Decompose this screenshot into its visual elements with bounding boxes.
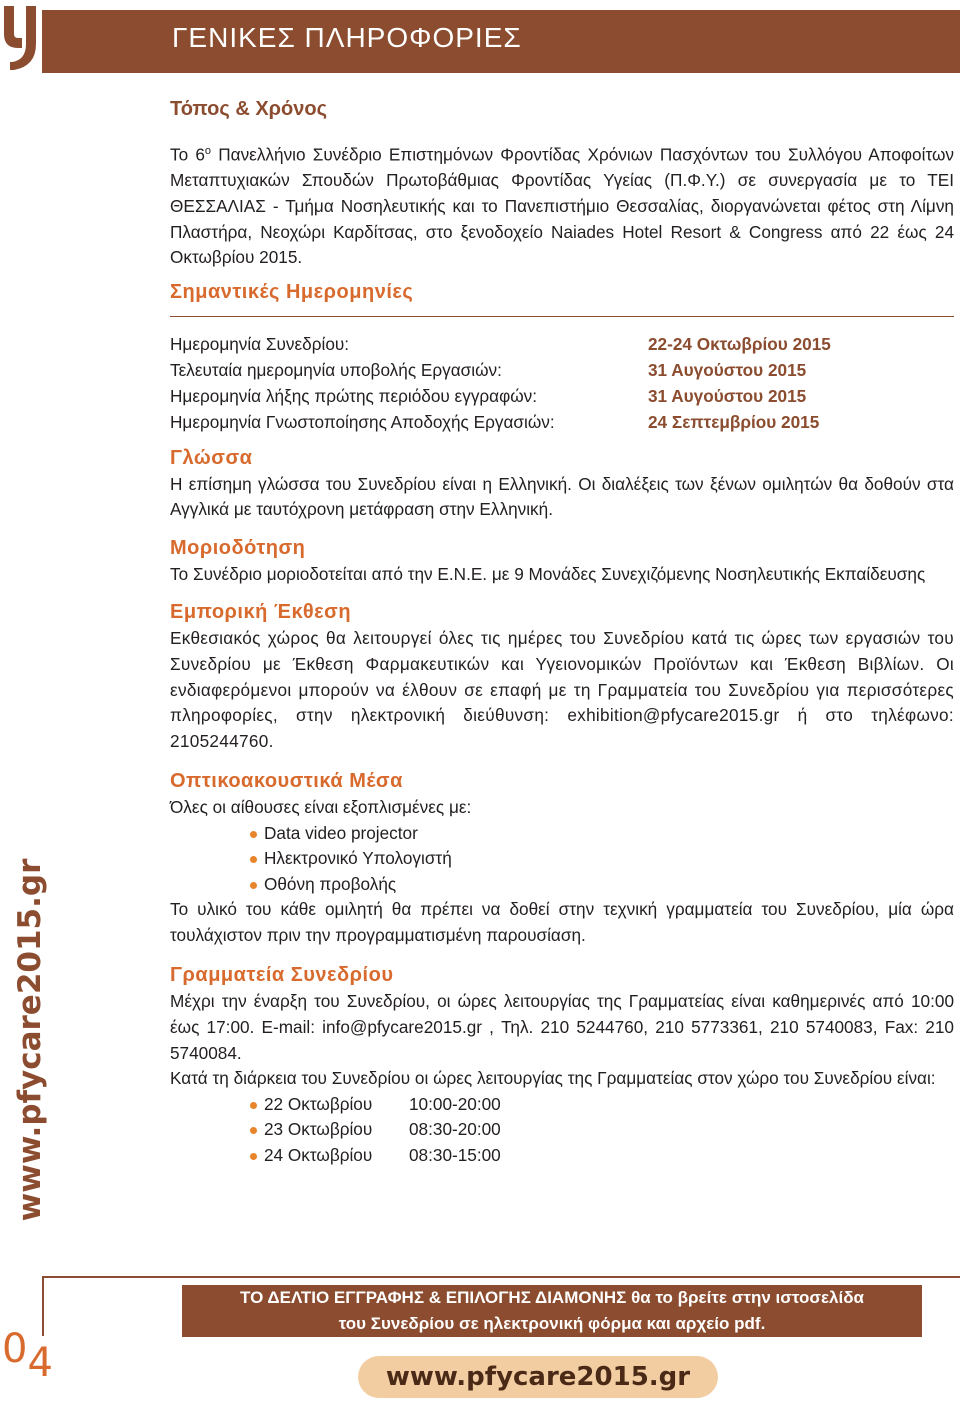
dates-heading: Σημαντικές Ημερομηνίες [170,280,414,303]
footer-note-line-1: ΤΟ ΔΕΛΤΙΟ ΕΓΓΡΑΦΗΣ & ΕΠΙΛΟΓΗΣ ΔΙΑΜΟΝΗΣ θα το βρείτε στην ιστοσελίδα [240,1288,864,1307]
dates-table [170,331,954,435]
footer-divider [42,1276,960,1278]
date-value: 24 Σεπτεμβρίου 2015 [648,411,820,432]
page-number [2,1326,53,1386]
side-url [6,860,54,1220]
date-label: Ημερομηνία λήξης πρώτης περιόδου εγγραφών: [170,385,538,406]
page-number-a: 0 [2,1326,28,1372]
exhibition-heading: Εμπορική Έκθεση [170,601,352,624]
dates-row [170,409,954,435]
language-text: Η επίσημη γλώσσα του Συνεδρίου είναι η Ελληνική. Οι διαλέξεις των ξένων ομιλητών θα δοθούν στα Αγγλικά με ταυτόχρονη μετάφραση στην Ελληνική. [170,473,954,520]
secretariat-heading: Γραμματεία Συνεδρίου [170,964,394,987]
place-time-text [170,139,954,271]
date-label: Τελευταία ημερομηνία υποβολής Εργασιών: [170,359,502,380]
ordinal-sup: ο [204,145,212,157]
page-number-b: 4 [27,1340,53,1386]
place-time-text-b: Πανελλήνιο Συνέδριο Επιστημόνων Φροντίδας Χρόνιων Πασχόντων του Συλλόγου Αποφοίτων Μεταπτυχιακών Σπουδών Πρωτοβάθμιας Φροντίδας Υγείας (Π.Φ.Υ.) σε συνεργασία με το ΤΕΙ ΘΕΣΣΑΛΙΑΣ - Τμήμα Νοσηλευτικής και το Πανεπιστήμιο Θεσσαλίας, διοργανώνεται φέτος στη Λίμνη Πλαστήρα, Νεοχώρι Καρδίτσας, στο ξενοδοχείο Naiades Hotel Resort & Congress από 22 έως 24 Οκτωβρίου 2015. [170,144,954,268]
main-content [170,98,954,1168]
av-note: Το υλικό του κάθε ομιλητή θα πρέπει να δοθεί στην τεχνική γραμματεία του Συνεδρίου, μία ώρα τουλάχιστον πριν την προγραμματισμένη παρουσίαση. [170,899,954,945]
list-item [250,1143,954,1168]
av-heading: Οπτικοακουστικά Μέσα [170,770,403,793]
footer-note [182,1285,922,1337]
dates-row [170,383,954,409]
exhibition-text: Εκθεσιακός χώρος θα λειτουργεί όλες τις ημέρες του Συνεδρίου κατά τις ώρες των εργασιών του Συνεδρίου με Έκθεση Φαρμακευτικών και Υγειονομικών Προϊόντων και Έκθεση Βιβλίων. Οι ενδιαφερόμενοι μπορούν να έλθουν σε επαφή με τη Γραμματεία του Συνεδρίου για περισσότερες πληροφορίες, στην ηλεκτρονική διεύθυνση: exhibition@pfycare2015.gr ή στο τηλέφωνο: 2105244760. [170,628,954,751]
hours-list [170,1092,954,1168]
place-time-heading: Τόπος & Χρόνος [170,98,327,120]
hours-time: 08:30-15:00 [409,1144,501,1165]
dates-row [170,331,954,357]
dates-row [170,357,954,383]
list-item [250,1092,954,1117]
dates-divider [170,316,954,317]
secretariat-text-2: Κατά τη διάρκεια του Συνεδρίου οι ώρες λειτουργίας της Γραμματείας στον χώρο του Συνεδρίου είναι: [170,1068,936,1089]
hours-day: 23 Οκτωβρίου [264,1119,373,1140]
secretariat-text-1: Μέχρι την έναρξη του Συνεδρίου, οι ώρες λειτουργίας της Γραμματείας είναι καθημερινές από 10:00 έως 17:00. E-mail: info@pfycare2015.gr , Τηλ. 210 5244760, 210 5773361, 210 5740083, Fax: 210 5740084. [170,991,954,1063]
hours-time: 10:00-20:00 [409,1093,501,1114]
list-item: Data video projector [250,821,954,846]
footer-url-link[interactable]: www.pfycare2015.gr [358,1356,718,1398]
credits-heading: Μοριοδότηση [170,536,306,559]
date-value: 31 Αυγούστου 2015 [648,359,807,380]
hours-time: 08:30-20:00 [409,1119,501,1140]
footer-note-line-2: του Συνεδρίου σε ηλεκτρονική φόρμα και αρχείο pdf. [338,1314,766,1333]
page-title: ΓΕΝΙΚΕΣ ΠΛΗΡΟΦΟΡΙΕΣ [172,22,522,53]
date-value: 31 Αυγούστου 2015 [648,385,807,406]
side-url-text: www.pfycare2015.gr [12,858,48,1222]
av-list [170,821,954,897]
av-intro: Όλες οι αίθουσες είναι εξοπλισμένες με: [170,797,472,818]
credits-text: Το Συνέδριο μοριοδοτείται από την Ε.Ν.Ε. με 9 Μονάδες Συνεχιζόμενης Νοσηλευτικής Εκπαίδευσης [170,563,926,584]
place-time-text-a: Το 6 [170,144,205,165]
list-item: Ηλεκτρονικό Υπολογιστή [250,846,954,871]
list-item [250,1117,954,1142]
date-label: Ημερομηνία Γνωστοποίησης Αποδοχής Εργασιών: [170,411,555,432]
date-value: 22-24 Οκτωβρίου 2015 [648,333,831,354]
date-label: Ημερομηνία Συνεδρίου: [170,333,350,354]
hours-day: 22 Οκτωβρίου [264,1093,373,1114]
language-heading: Γλώσσα [170,446,253,469]
hours-day: 24 Οκτωβρίου [264,1144,373,1165]
list-item: Οθόνη προβολής [250,872,954,897]
corner-logo-icon [0,0,42,70]
